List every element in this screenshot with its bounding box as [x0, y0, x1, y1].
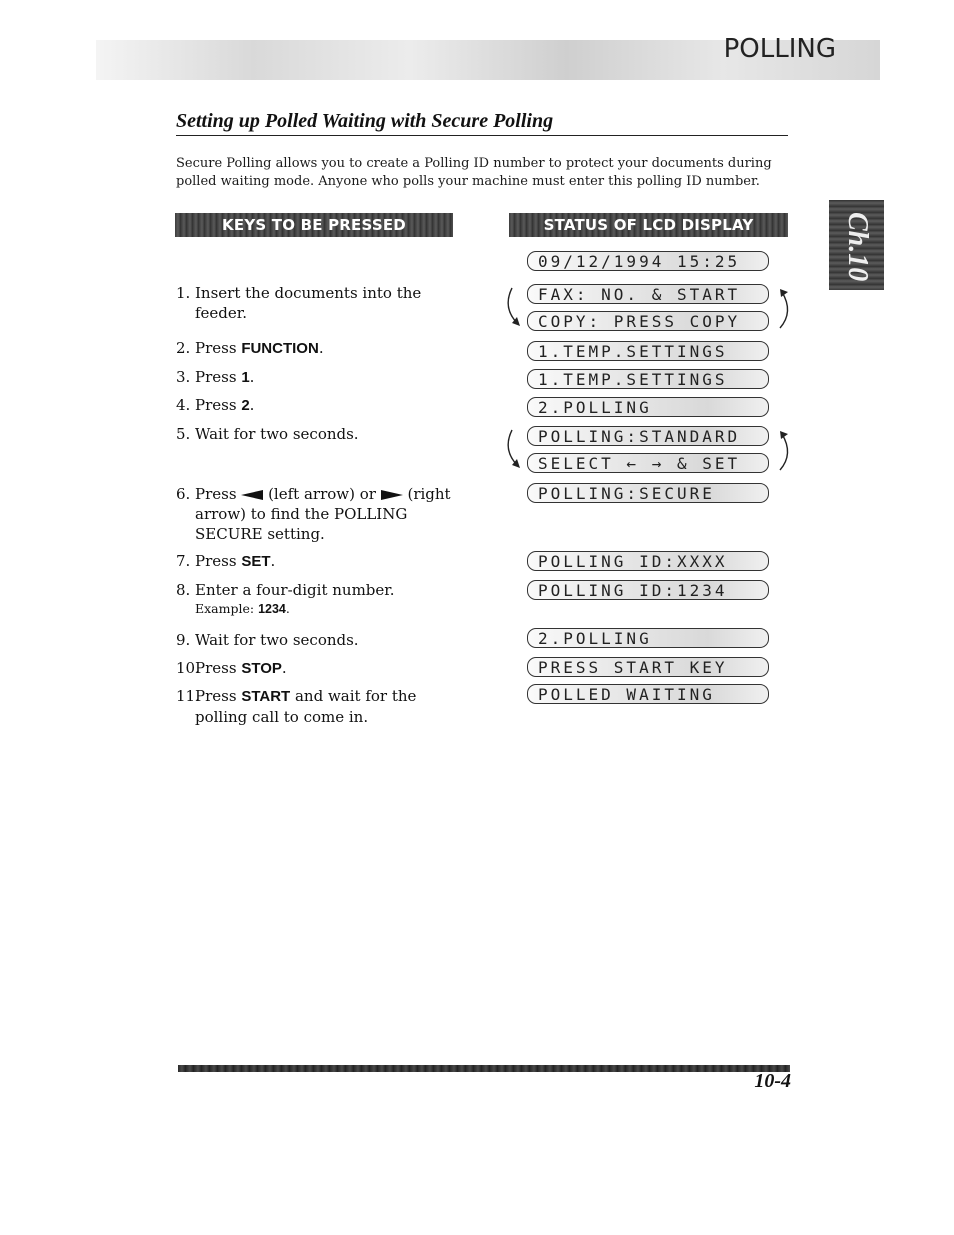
lcd-temp-settings: 1.TEMP.SETTINGS [527, 341, 769, 361]
example-note: Example: 1234. [195, 601, 290, 616]
key-start: START [241, 688, 291, 705]
alternating-display-bracket-icon [498, 422, 798, 482]
alternating-display-bracket-icon [498, 280, 798, 340]
lcd-temp-settings-2: 1.TEMP.SETTINGS [527, 369, 769, 389]
step-8: 8. Enter a four-digit number. Example: 1234. [176, 580, 456, 618]
lcd-fax-no-start: FAX: NO. & START [527, 284, 769, 304]
key-set: SET [241, 553, 271, 570]
lcd-select-set: SELECT ← → & SET [527, 453, 769, 473]
lcd-column-header: STATUS OF LCD DISPLAY [509, 213, 788, 237]
step-9: 9. Wait for two seconds. [176, 631, 359, 649]
lcd-polling-secure: POLLING:SECURE [527, 483, 769, 503]
lcd-date-time: 09/12/1994 15:25 [527, 251, 769, 271]
key-stop: STOP [241, 660, 282, 677]
left-arrow-key-icon [241, 490, 263, 500]
lcd-polling-2: 2.POLLING [527, 628, 769, 648]
key-2: 2 [241, 397, 250, 414]
right-arrow-key-icon [381, 490, 403, 500]
step-7: 7. Press SET. [176, 552, 276, 570]
key-function: FUNCTION [241, 340, 319, 357]
key-1: 1 [241, 369, 250, 386]
lcd-polling: 2.POLLING [527, 397, 769, 417]
step-2: 2. Press FUNCTION. [176, 339, 324, 357]
lcd-polling-id-xxxx: POLLING ID:XXXX [527, 551, 769, 571]
step-11: 11.Press START and wait for the polling call to come in. [176, 687, 417, 726]
lcd-polling-id-1234: POLLING ID:1234 [527, 580, 769, 600]
lcd-press-start-key: PRESS START KEY [527, 657, 769, 677]
lcd-polled-waiting: POLLED WAITING [527, 684, 769, 704]
footer-bar [178, 1065, 790, 1072]
lcd-copy-press-copy: COPY: PRESS COPY [527, 311, 769, 331]
step-3: 3. Press 1. [176, 368, 255, 386]
step-1: 1. Insert the documents into the feeder. [176, 284, 422, 322]
page-number: 10-4 [754, 1070, 791, 1092]
keys-column-header: KEYS TO BE PRESSED [175, 213, 453, 237]
lcd-polling-standard: POLLING:STANDARD [527, 426, 769, 446]
step-6: 6. Press (left arrow) or (right arrow) to find the POLLING SECURE setting. [176, 485, 451, 543]
step-5: 5. Wait for two seconds. [176, 425, 359, 443]
chapter-tab: Ch.10 [829, 200, 884, 290]
step-4: 4. Press 2. [176, 396, 255, 414]
section-title: Setting up Polled Waiting with Secure Polling [176, 110, 788, 136]
step-10: 10.Press STOP. [176, 659, 287, 677]
intro-paragraph: Secure Polling allows you to create a Polling ID number to protect your documents during polled waiting mode. Anyone who polls your machine must enter this polling ID number. [176, 156, 772, 189]
page-header-title: POLLING [723, 34, 836, 64]
